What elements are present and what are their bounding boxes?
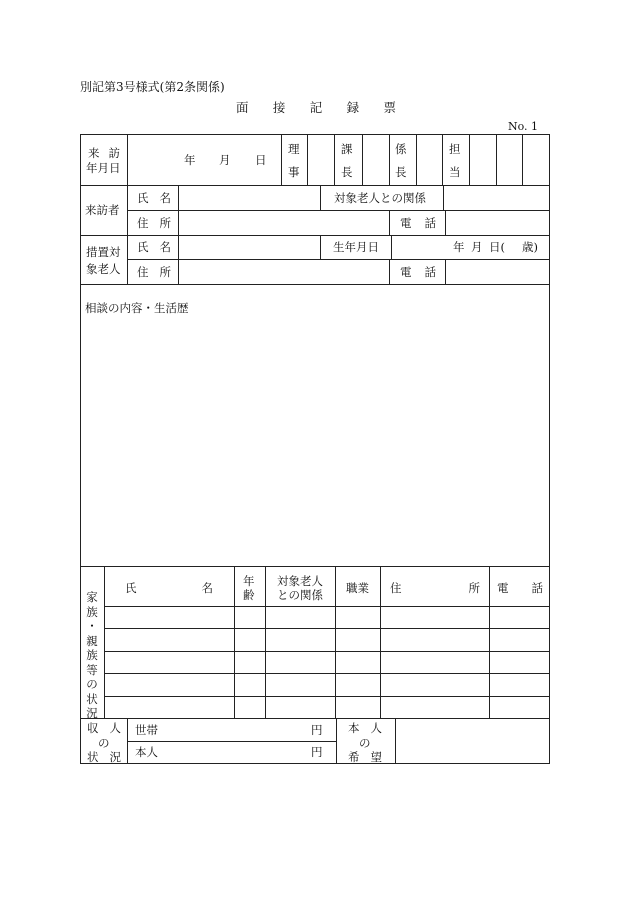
approval-unit-chief-bottom: 長: [395, 165, 407, 179]
grid-line: [442, 134, 443, 185]
grid-line: [489, 566, 490, 718]
grid-line: [281, 134, 282, 185]
grid-line: [104, 651, 550, 652]
visitor-relation-label: 対象老人との関係: [334, 191, 426, 205]
grid-line: [80, 566, 550, 567]
grid-line: [127, 718, 128, 764]
family-section-label: 家 族 ・ 親 族 等 の 状 況: [86, 590, 98, 720]
grid-line: [265, 566, 266, 718]
grid-line: [320, 185, 321, 210]
visit-date-label-line2: 年月日: [86, 161, 121, 175]
income-label-line2: の: [98, 736, 110, 750]
grid-line: [127, 134, 128, 285]
form-title-char: 票: [383, 100, 396, 115]
subject-address-label: 住 所: [137, 265, 171, 279]
subject-phone-label: 電 話: [400, 265, 436, 279]
grid-line: [80, 235, 550, 236]
subject-birthdate-label: 生年月日: [333, 240, 379, 254]
subject-label-line2: 象老人: [86, 262, 121, 276]
grid-line: [445, 259, 446, 284]
grid-line: [127, 259, 550, 260]
form-caption: 別記第3号様式(第2条関係): [80, 80, 225, 94]
grid-line: [80, 185, 550, 186]
grid-line: [307, 134, 308, 185]
family-header-age-bottom: 齢: [243, 588, 255, 602]
household-income-label: 世帯: [135, 723, 158, 737]
approval-staff-bottom: 当: [449, 165, 461, 179]
personal-income-label: 本人: [135, 745, 158, 759]
family-header-job: 職業: [346, 581, 369, 595]
grid-line: [389, 259, 390, 284]
consultation-label: 相談の内容・生活歴: [85, 301, 189, 315]
birth-year-label: 年: [453, 240, 465, 254]
visitor-name-label: 氏 名: [137, 191, 171, 205]
form-title-char: 記: [309, 100, 323, 115]
subject-name-label: 氏 名: [137, 240, 171, 254]
form-title: [236, 101, 396, 115]
grid-line: [104, 696, 550, 697]
approval-unit-chief-top: 係: [395, 142, 407, 156]
grid-line: [522, 134, 523, 185]
family-header-name: 氏 名: [125, 581, 213, 595]
approval-director-top: 理: [288, 142, 300, 156]
family-header-address: 住 所: [390, 581, 480, 595]
grid-line: [335, 566, 336, 718]
family-header-relation-top: 対象老人: [277, 574, 323, 588]
visit-date-label-line1: 来 訪: [88, 146, 120, 160]
subject-label-line1: 措置対: [86, 245, 121, 259]
grid-line: [416, 134, 417, 185]
form-title-char: 録: [346, 100, 360, 115]
birth-month-label: 月: [471, 240, 483, 254]
grid-line: [104, 566, 105, 718]
grid-line: [104, 628, 550, 629]
form-title-char: 接: [272, 100, 286, 115]
grid-line: [104, 673, 550, 674]
approval-section-chief-bottom: 長: [341, 165, 353, 179]
visitor-phone-label: 電 話: [400, 216, 436, 230]
grid-line: [445, 210, 446, 235]
personal-income-unit: 円: [311, 745, 323, 759]
grid-line: [389, 210, 390, 235]
grid-line: [395, 718, 396, 764]
grid-line: [389, 134, 390, 185]
grid-line: [104, 606, 550, 607]
visit-day-label: 日: [255, 153, 267, 167]
family-header-age-top: 年: [243, 574, 255, 588]
grid-line: [234, 566, 235, 718]
form-title-char: 面: [236, 100, 249, 115]
grid-line: [320, 235, 321, 259]
grid-line: [336, 718, 337, 764]
grid-line: [127, 741, 336, 742]
grid-line: [178, 185, 179, 285]
grid-line: [443, 185, 444, 210]
approval-director-bottom: 事: [288, 165, 300, 179]
wish-label-line3: 希 望: [348, 750, 382, 764]
grid-line: [496, 134, 497, 185]
income-label-line1: 収 人: [87, 721, 121, 735]
visit-year-label: 年: [184, 153, 196, 167]
wish-label-line1: 本 人: [348, 721, 382, 735]
grid-line: [469, 134, 470, 185]
visitor-label: 来訪者: [85, 203, 120, 217]
grid-line: [362, 134, 363, 185]
approval-section-chief-top: 課: [341, 142, 353, 156]
visit-month-label: 月: [219, 153, 231, 167]
grid-line: [127, 210, 550, 211]
wish-label-line2: の: [359, 736, 371, 750]
approval-staff-top: 担: [449, 142, 461, 156]
household-income-unit: 円: [311, 723, 323, 737]
family-header-relation-bottom: との関係: [277, 588, 323, 602]
visitor-address-label: 住 所: [137, 216, 171, 230]
grid-line: [391, 235, 392, 259]
age-label: 歳): [522, 240, 538, 254]
grid-line: [334, 134, 335, 185]
page-number: No. 1: [508, 120, 539, 133]
birth-day-label: 日(: [489, 240, 505, 254]
grid-line: [80, 284, 550, 285]
family-header-phone: 電 話: [497, 581, 543, 595]
grid-line: [380, 566, 381, 718]
grid-line: [80, 718, 550, 719]
income-label-line3: 状 況: [87, 750, 121, 764]
